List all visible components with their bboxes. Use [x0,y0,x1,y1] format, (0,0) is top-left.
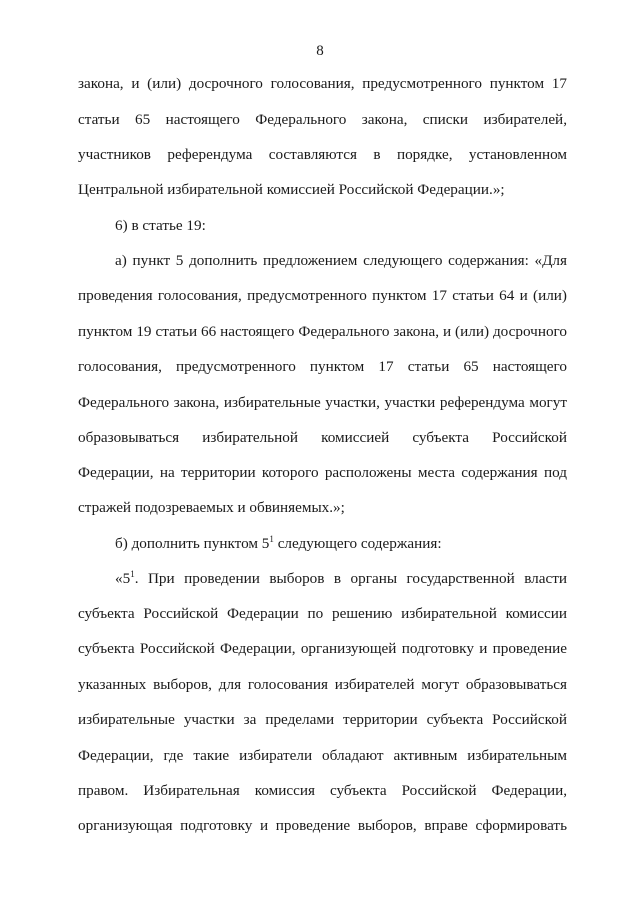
text-line: избирательные участки за пределами территории субъекта Российской [78,711,567,728]
text-line: Федерального закона, избирательные участки, участки референдума могут [78,394,567,411]
text-line: Федерации, где такие избиратели обладают активным избирательным [78,747,567,764]
text-line: статьи 65 настоящего Федерального закона, списки избирателей, [78,111,567,128]
page-number: 8 [316,43,324,59]
text-segment: «5 [115,570,131,587]
text-line: участников референдума составляются в порядке, установленном [78,146,567,163]
text-line: правом. Избирательная комиссия субъекта Российской Федерации, [78,782,567,799]
text-line: голосования, предусмотренного пунктом 17 статьи 65 настоящего [78,358,567,375]
text-segment: следующего содержания: [273,535,442,552]
text-line: Центральной избирательной комиссией Российской Федерации.»; [78,181,505,198]
text-line: субъекта Российской Федерации, организующей подготовку и проведение [78,640,567,657]
text-line: Федерации, на территории которого расположены места содержания под [78,464,567,481]
text-line: 6) в статье 19: [115,217,206,234]
text-segment: . При проведении выборов в органы государственной власти [134,570,567,587]
superscript: 1 [269,533,274,544]
text-line: пунктом 19 статьи 66 настоящего Федерального закона, и (или) досрочного [78,323,567,340]
text-line: субъекта Российской Федерации по решению избирательной комиссии [78,605,567,622]
text-line: закона, и (или) досрочного голосования, предусмотренного пунктом 17 [78,75,567,92]
text-line: организующая подготовку и проведение выборов, вправе сформировать [78,817,567,834]
superscript: 1 [130,568,135,579]
text-line: проведения голосования, предусмотренного пунктом 17 статьи 64 и (или) [78,287,567,304]
text-line: указанных выборов, для голосования избирателей могут образовываться [78,676,567,693]
text-line [115,534,567,554]
text-line: образовываться избирательной комиссией субъекта Российской [78,429,567,446]
text-line: а) пункт 5 дополнить предложением следующего содержания: «Для [115,252,567,269]
text-line: стражей подозреваемых и обвиняемых.»; [78,499,345,516]
text-line [115,569,567,589]
text-segment: б) дополнить пунктом 5 [115,535,270,552]
